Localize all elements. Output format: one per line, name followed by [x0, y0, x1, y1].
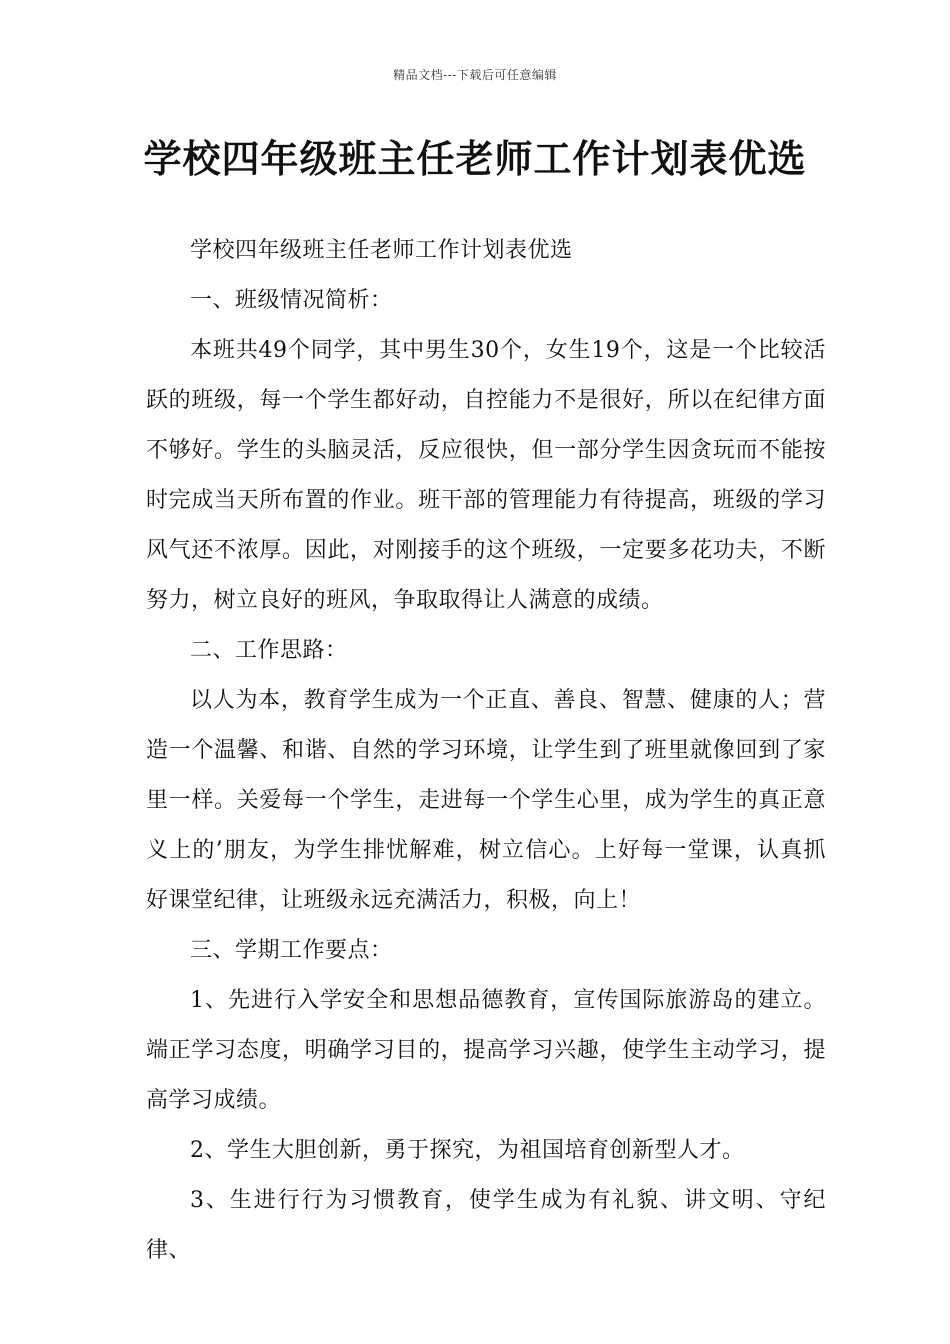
paragraph-key-point-1: 1、先进行入学安全和思想品德教育，宣传国际旅游岛的建立。端正学习态度，明确学习目的，提高学习兴趣，使学生主动学习，提高学习成绩。	[146, 988, 826, 1113]
document-title: 学校四年级班主任老师工作计划表优选	[143, 137, 807, 181]
paragraph-key-point-3: 3、生进行行为习惯教育，使学生成为有礼貌、讲文明、守纪律、	[146, 1188, 826, 1263]
paragraph-work-approach: 以人为本，教育学生成为一个正直、善良、智慧、健康的人；营造一个温馨、和谐、自然的学习环境，让学生到了班里就像回到了家里一样。关爱每一个学生，走进每一个学生心里，成为学生的真正意义上的’朋友，为学生排忧解难，树立信心。上好每一堂课，认真抓好课堂纪律，让班级永远充满活力，积极，向上！	[146, 688, 826, 913]
paragraph-key-point-2: 2、学生大胆创新，勇于探究，为祖国培育创新型人才。	[190, 1138, 745, 1163]
section-heading-key-points: 三、学期工作要点：	[190, 938, 393, 963]
page-header-note: 精品文档---下载后可任意编辑	[393, 68, 557, 82]
section-heading-work-approach: 二、工作思路：	[190, 638, 348, 663]
document-body	[146, 226, 826, 1276]
paragraph-subtitle: 学校四年级班主任老师工作计划表优选	[190, 238, 573, 263]
paragraph-class-overview: 本班共49个同学，其中男生30个，女生19个，这是一个比较活跃的班级，每一个学生都好动，自控能力不是很好，所以在纪律方面不够好。学生的头脑灵活，反应很快，但一部分学生因贪玩而不能按时完成当天所布置的作业。班干部的管理能力有待提高，班级的学习风气还不浓厚。因此，对刚接手的这个班级，一定要多花功夫，不断努力，树立良好的班风，争取取得让人满意的成绩。	[146, 338, 826, 613]
section-heading-class-overview: 一、班级情况简析：	[190, 288, 393, 313]
